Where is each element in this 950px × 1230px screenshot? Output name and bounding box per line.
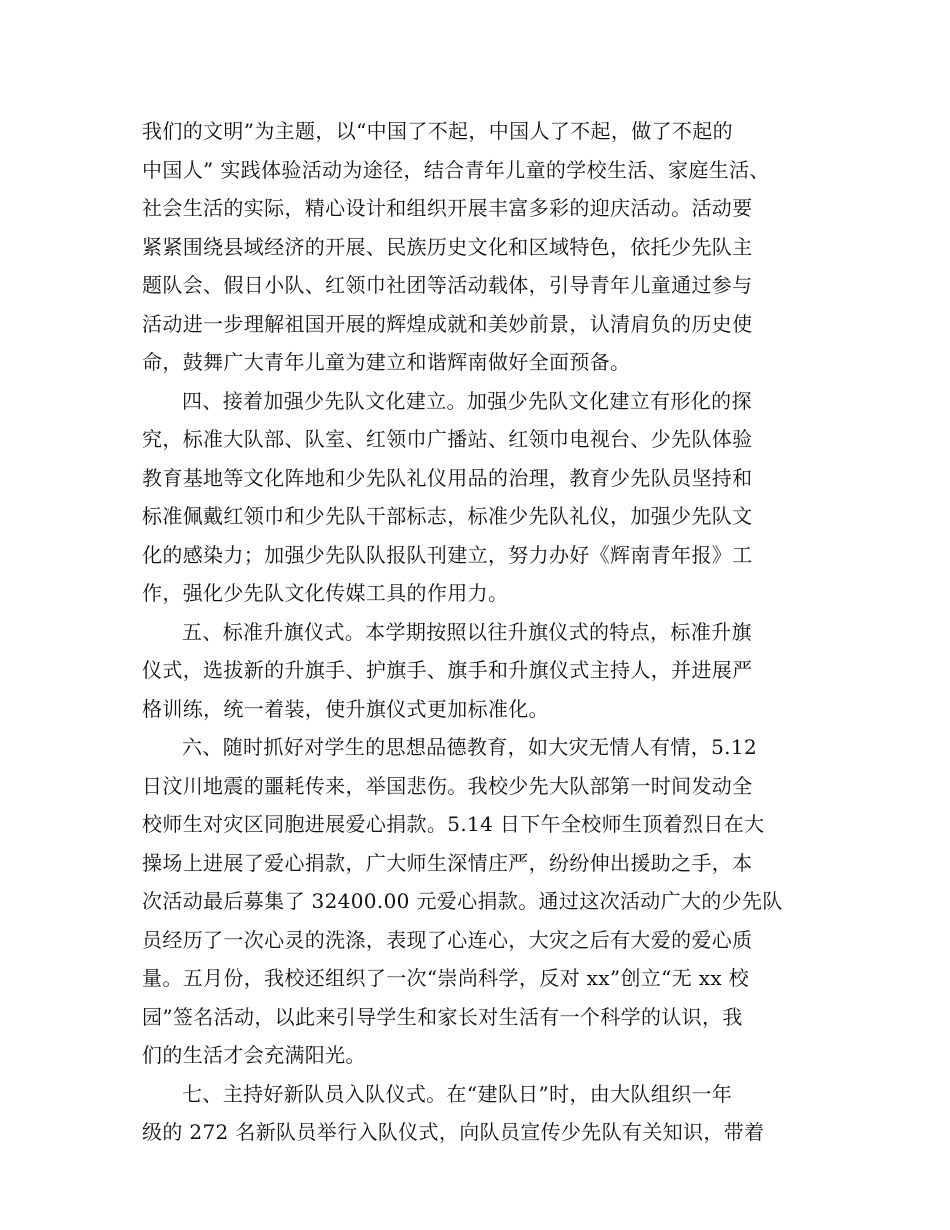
text-line: 级的 272 名新队员举行入队仪式，向队员宣传少先队有关知识，带着: [142, 1120, 765, 1144]
text-line: 次活动最后募集了 32400.00 元爱心捐款。通过这次活动广大的少先队: [142, 889, 783, 913]
paragraph-start-line: 六、随时抓好对学生的思想品德教育，如大灾无情人有情，5.12: [182, 735, 758, 759]
text-line: 仪式，选拔新的升旗手、护旗手、旗手和升旗仪式主持人，并进展严: [142, 658, 753, 682]
text-line: 究，标准大队部、队室、红领巾广播站、红领巾电视台、少先队体验: [142, 427, 753, 451]
text-line: 格训练，统一着装，使升旗仪式更加标准化。: [142, 696, 549, 721]
paragraph-start-line: 五、标准升旗仪式。本学期按照以往升旗仪式的特点，标准升旗: [182, 619, 752, 644]
text-line: 我们的文明”为主题，以“中国了不起，中国人了不起，做了不起的: [142, 119, 733, 143]
text-line: 化的感染力；加强少先队队报队刊建立，努力办好《辉南青年报》工: [142, 542, 753, 567]
text-line: 作，强化少先队文化传媒工具的作用力。: [142, 581, 509, 605]
text-line: 园”签名活动，以此来引导学生和家长对生活有一个科学的认识，我: [142, 1004, 743, 1029]
paragraph-start-line: 七、主持好新队员入队仪式。在“建队日”时，由大队组织一年: [182, 1081, 733, 1106]
text-line: 校师生对灾区同胞进展爱心捐款。5.14 日下午全校师生顶着烈日在大: [142, 812, 765, 836]
text-line: 操场上进展了爱心捐款，广大师生深情庄严，纷纷伸出援助之手，本: [142, 850, 753, 875]
text-line: 命，鼓舞广大青年儿童为建立和谐辉南做好全面预备。: [142, 350, 631, 374]
text-line: 标准佩戴红领巾和少先队干部标志，标准少先队礼仪，加强少先队文: [142, 504, 753, 528]
paragraph-start-line: 四、接着加强少先队文化建立。加强少先队文化建立有形化的探: [182, 388, 752, 413]
text-line: 紧紧围绕县域经济的开展、民族历史文化和区域特色，依托少先队主: [142, 234, 753, 259]
text-line: 中国人” 实践体验活动为途径，结合青年儿童的学校生活、家庭生活、: [142, 157, 770, 182]
text-line: 员经历了一次心灵的洗涤，表现了心连心，大灾之后有大爱的爱心质: [142, 927, 753, 952]
text-line: 题队会、假日小队、红领巾社团等活动载体，引导青年儿童通过参与: [142, 273, 753, 297]
text-line: 活动进一步理解祖国开展的辉煌成就和美妙前景，认清肩负的历史使: [142, 311, 753, 336]
text-line: 日汶川地震的噩耗传来，举国悲伤。我校少先大队部第一时间发动全: [142, 773, 753, 798]
text-line: 量。五月份，我校还组织了一次“崇尚科学，反对 xx”创立“无 xx 校: [142, 966, 750, 990]
text-line: 社会生活的实际，精心设计和组织开展丰富多彩的迎庆活动。活动要: [142, 196, 753, 220]
text-line: 教育基地等文化阵地和少先队礼仪用品的治理，教育少先队员坚持和: [142, 465, 753, 490]
body-text: [142, 112, 822, 1152]
text-line: 们的生活才会充满阳光。: [142, 1043, 366, 1067]
